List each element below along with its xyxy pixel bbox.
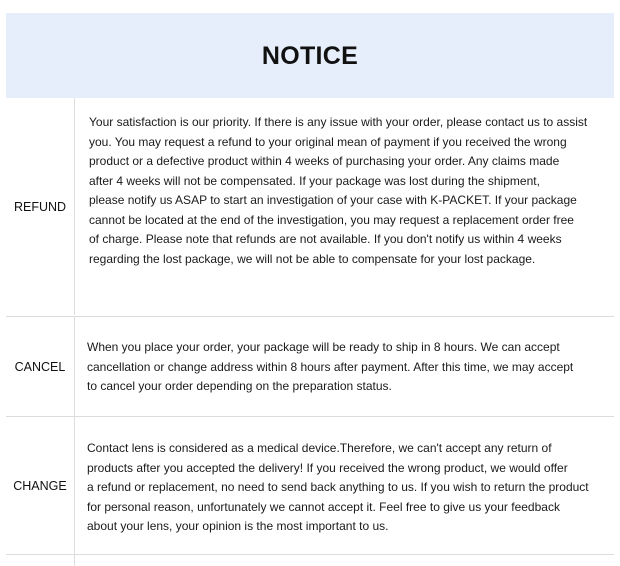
change-text: Contact lens is considered as a medical device.Therefore, we can't accept any return of products after you accepted the delivery! If you received the wrong product, we would offer a refund or replacement, no need to send back anything to us. If you wish to return the product for personal reason, unfortunately we cannot accept it. Feel free to give us your feedback about your lens, your opinion is the most important to us. — [87, 441, 589, 533]
cancel-text: When you place your order, your package will be ready to ship in 8 hours. We can accept cancellation or change address within 8 hours after payment. After this time, we may accept to cancel your order depending on the preparation status. — [87, 340, 574, 393]
column-divider — [74, 417, 75, 555]
column-divider — [74, 555, 75, 566]
column-divider — [74, 98, 75, 315]
column-divider — [74, 317, 75, 416]
refund-text: Your satisfaction is our priority. If there is any issue with your order, please contact us to assist you. You may request a refund to your original mean of payment if you received the wrong product or a defective product within 4 weeks of purchasing your order. Any claims made after 4 weeks will not be compensated. If your package was lost during the shipment, please notify us ASAP to start an investigation of your case with K-PACKET. If your package cannot be located at the end of the investigation, you may request a replacement order free of charge. Please note that refunds are not available. If you don't notify us within 4 weeks regarding the lost package, we will not be able to compensate for your lost package. — [89, 115, 588, 266]
notice-header — [6, 13, 614, 98]
change-section — [6, 416, 614, 555]
change-label: CHANGE — [13, 479, 67, 493]
page-title: NOTICE — [261, 42, 359, 70]
refund-section — [6, 98, 614, 315]
next-section-edge — [6, 554, 614, 566]
cancel-section — [6, 316, 614, 416]
cancel-label: CANCEL — [14, 359, 66, 374]
refund-label: REFUND — [13, 199, 67, 214]
